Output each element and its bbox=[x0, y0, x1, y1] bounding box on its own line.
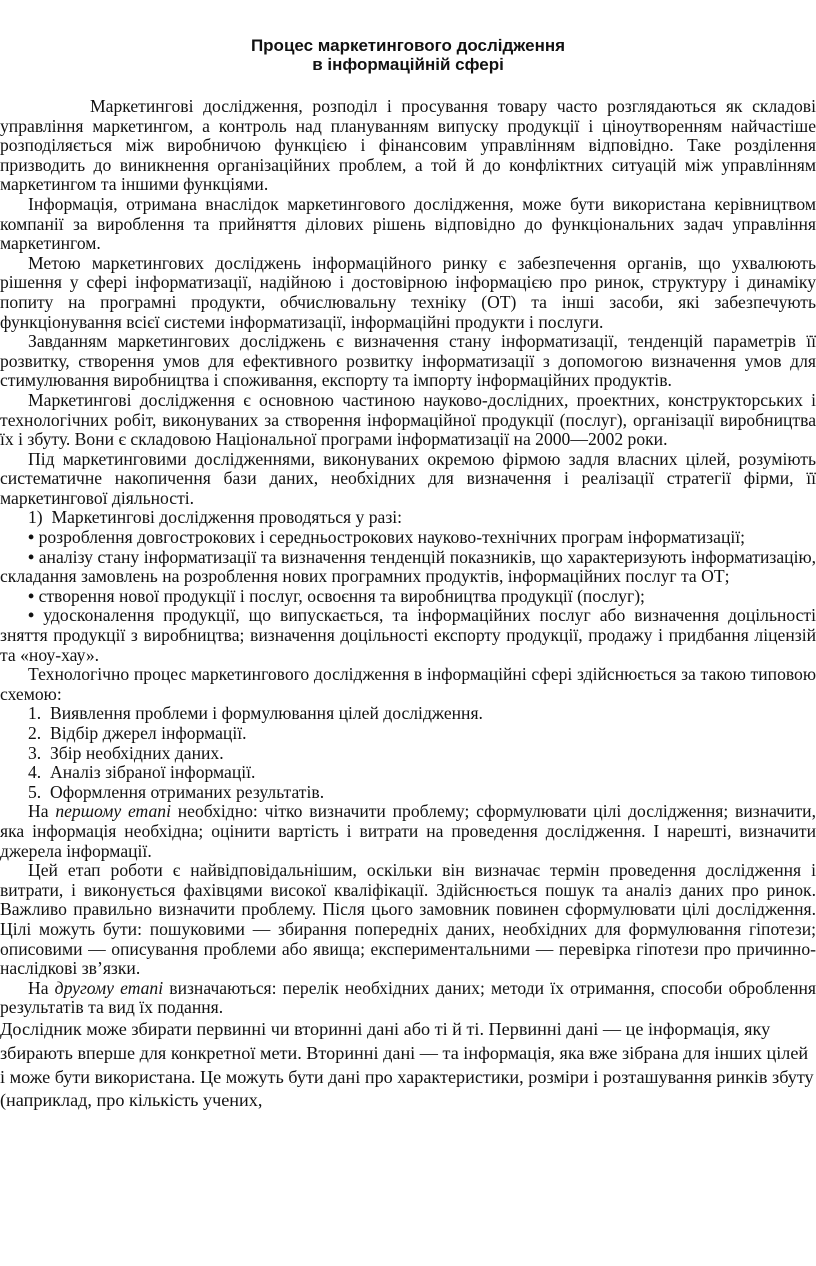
paragraph-4: Завданням маркетингових досліджень є визначення стану інформатизації, тенденцій параметрів її розвитку, створення умов для ефективного розвитку інформатизації з допомогою визначення умов для стимулювання виробництва і споживання, експорту та імпорту інформаційних продуктів. bbox=[0, 331, 816, 391]
paragraph-9-lead: На bbox=[28, 801, 56, 822]
document-body bbox=[0, 97, 816, 1113]
step-item: 1. Виявлення проблеми і формулювання цілей дослідження. bbox=[28, 703, 483, 724]
paragraph-11-lead: На bbox=[28, 977, 55, 998]
step-item: 3. Збір необхідних даних. bbox=[28, 742, 224, 763]
paragraph-3: Метою маркетингових досліджень інформаційного ринку є забезпечення органів, що ухвалюють рішення у сфері інформатизації, надійною і достовірною інформацією про ринок, структуру і динаміку попиту на програмні продукти, обчислювальну техніку (ОТ) та інші засоби, які забезпечують функціонування всієї системи інформатизації, інформаційні продукти і послуги. bbox=[0, 252, 816, 332]
step-item: 5. Оформлення отриманих результатів. bbox=[28, 781, 325, 802]
paragraph-10: Цей етап роботи є найвідповідальнішим, оскільки він визначає термін проведення дослідження і витрати, і виконується фахівцями високої кваліфікації. Здійснюється пошук та аналіз даних про ринок. Важливо правильно визначити проблему. Після цього замовник повинен сформулювати цілі дослідження. Цілі можуть бути: пошуковими — збирання попередніх даних, необхідних для формулювання гіпотези; описовими — описування проблеми або явища; експериментальними — перевірка гіпотези про причинно-наслідкові зв’язки. bbox=[0, 860, 816, 979]
paragraph-9 bbox=[0, 802, 816, 861]
page-title-line-2: в інформаційній сфері bbox=[312, 55, 504, 74]
paragraph-1: Маркетингові дослідження, розподіл і просування товару часто розглядаються як складові управління маркетингом, а контроль над плануванням випуску продукції і ціноутворенням найчастіше розподіляється між виробничою функцією і фінансовим управлінням відповідно. Таке розділення призводить до виникнення організаційних проблем, а той й до конфліктних ситуацій між управлінням маркетингом та іншими функціями. bbox=[0, 96, 816, 195]
paragraph-11 bbox=[0, 979, 816, 1018]
paragraph-9-rest: необхідно: чітко визначити проблему; сформулювати цілі дослідження; визначити, яка інформація необхідна; оцінити вартість і витрати на проведення дослідження. І нарешті, визначити джерела інформації. bbox=[0, 801, 816, 861]
paragraph-2: Інформація, отримана внаслідок маркетингового дослідження, може бути використана керівництвом компанії за вироблення та прийняття ділових рішень відповідно до функціональних задач управління маркетингом. bbox=[0, 193, 816, 254]
paragraph-12: Дослідник може збирати первинні чи вторинні дані або ті й ті. Первинні дані — це інформація, яку збирають вперше для конкретної мети. Вторинні дані — та інформація, яка вже зібрана для інших цілей і може бути використана. Це можуть бути дані про характеристики, розміри і розташування ринків збуту (наприклад, про кількість учених, bbox=[0, 1018, 814, 1111]
numbered-heading: 1) Маркетингові дослідження проводяться у разі: bbox=[28, 507, 403, 528]
step-item: 2. Відбір джерел інформації. bbox=[28, 723, 247, 743]
loose-paragraph-block bbox=[0, 1018, 816, 1113]
bullet-item: • розроблення довгострокових і середньострокових науково-технічних програм інформатизації; bbox=[0, 528, 816, 548]
step-item: 4. Аналіз зібраної інформації. bbox=[28, 762, 256, 783]
paragraph-11-rest: визначаються: перелік необхідних даних; методи їх отримання, способи оброблення результатів та вид їх подання. bbox=[0, 977, 816, 1018]
paragraph-6: Під маркетинговими дослідженнями, виконуваних окремою фірмою задля власних цілей, розуміють систематичне накопичення бази даних, необхідних для визначення і реалізації стратегії фірми, її маркетингової діяльності. bbox=[0, 448, 816, 508]
paragraph-9-emphasis: першому етапі bbox=[55, 801, 171, 822]
bullet-item: • створення нової продукції і послуг, освоєння та виробництва продукції (послуг); bbox=[0, 587, 816, 607]
page-title-line-1: Процес маркетингового дослідження bbox=[250, 36, 566, 55]
paragraph-5: Маркетингові дослідження є основною частиною науково-дослідних, проектних, конструкторських і технологічних робіт, виконуваних за створення інформаційної продукції (послуг), організації виробництва їх і збуту. Вони є складовою Національної програми інформатизації на 2000—2002 роки. bbox=[0, 389, 816, 450]
bullet-item: • удосконалення продукції, що випускається, та інформаційних послуг або визначення доцільності зняття продукції з виробництва; визначення доцільності експорту продукції, продажу і придбання ліцензій та «ноу-хау». bbox=[0, 606, 816, 665]
paragraph-11-emphasis: другому етапі bbox=[54, 977, 164, 998]
bullet-item: • аналізу стану інформатизації та визначення тенденцій показників, що характеризують інформатизацію, складання замовлень на розроблення нових програмних продуктів, інформаційних послуг та ОТ; bbox=[0, 548, 816, 587]
paragraph-8: Технологічно процес маркетингового дослідження в інформаційні сфері здійснюється за такою типовою схемою: bbox=[0, 664, 816, 704]
